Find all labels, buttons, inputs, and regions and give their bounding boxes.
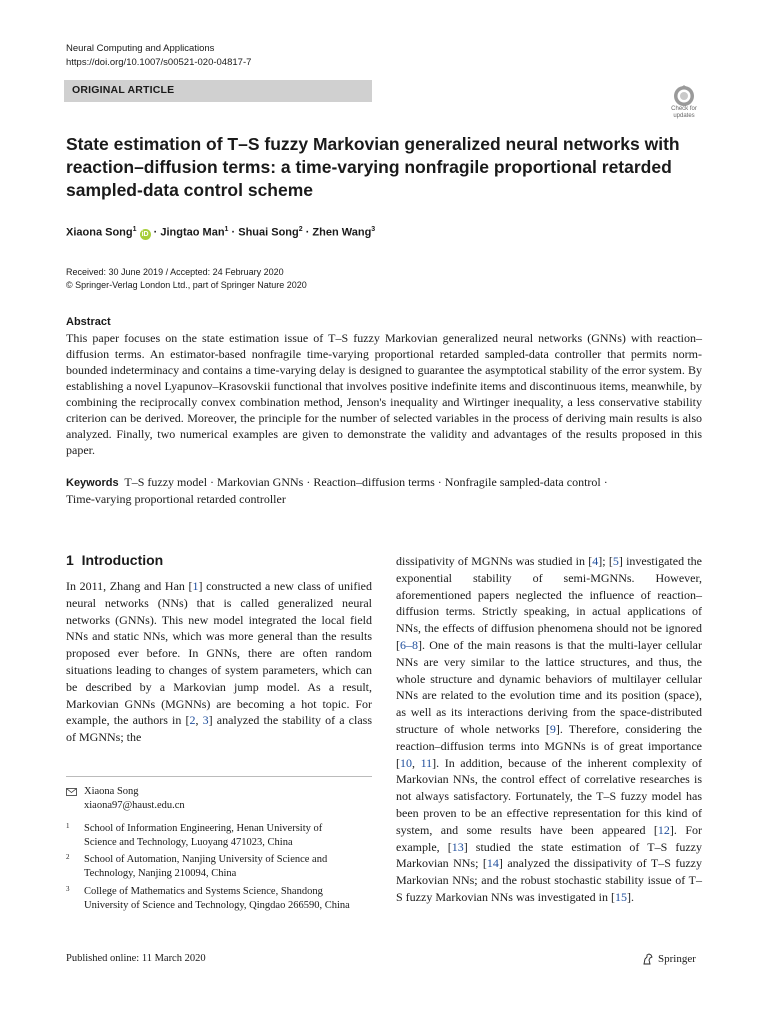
body-text: In 2011, Zhang and Han [ — [66, 579, 193, 593]
article-dates — [66, 266, 307, 292]
citation-link[interactable]: 1 — [192, 579, 199, 593]
keyword: Markovian GNNs — [217, 475, 304, 489]
author-separator: · — [150, 226, 161, 239]
intro-right-column — [396, 553, 702, 906]
section-title: Introduction — [81, 552, 164, 568]
body-text: ]. For example, [ — [396, 822, 702, 854]
author-separator: · — [302, 226, 313, 239]
author-affiliation-mark: 1 — [224, 226, 229, 233]
citation-link[interactable]: 9 — [549, 721, 556, 736]
journal-header — [66, 42, 251, 70]
body-text: dissipativity of MGNNs was studied in [ — [396, 554, 593, 568]
contact-name: Xiaona Song — [84, 786, 139, 797]
citation-link[interactable]: 4 — [592, 554, 599, 568]
body-text: , — [195, 713, 203, 728]
keyword: T–S fuzzy model — [124, 475, 208, 489]
body-text: ] constructed a new class of unified neural networks (NNs) that is called generalized neural networks (GNNs). This new model integrated the local field NNs and static NNs, which was more general than the results proposed ever before. In GNNs, there are often random situations leading to changes of system parameters, which can be described by a Markovian jump model. As a result, Markovian GNNs (MGNNs) are becoming a hot topic. For example, the authors in [ — [66, 579, 372, 728]
publisher-logo-text: Springer — [658, 953, 696, 965]
body-text: ] studied the state estimation of T–S fuzzy Markovian NNs; [ — [396, 839, 702, 871]
citation-link[interactable]: 11 — [420, 755, 433, 770]
keyword: Nonfragile sampled-data control — [444, 475, 601, 489]
body-text: ]; [ — [598, 554, 613, 568]
keywords: Keywords T–S fuzzy model · Markovian GNNs · Reaction–diffusion terms · Nonfragile sampled-data control · Time-varying proportional retarded controller — [66, 475, 608, 506]
envelope-icon — [66, 788, 77, 796]
citation-link[interactable]: 6–8 — [400, 637, 418, 652]
corresponding-author — [84, 785, 185, 813]
affiliation: College of Mathematics and Systems Science, Shandong University of Science and Technology, Qingdao 266590, China — [84, 886, 350, 911]
affiliation: School of Automation, Nanjing University of Science and Technology, Nanjing 210094, China — [84, 854, 328, 879]
keywords-label: Keywords — [66, 477, 119, 489]
article-type: ORIGINAL ARTICLE — [72, 84, 175, 96]
citation-link[interactable]: 2 — [189, 713, 196, 728]
author-affiliation-mark: 1 — [132, 226, 137, 233]
author-name[interactable]: Shuai Song — [238, 226, 299, 239]
keyword: Time-varying proportional retarded controller — [66, 492, 286, 506]
author-affiliation-mark: 3 — [371, 226, 376, 233]
affiliation-number: 3 — [66, 885, 70, 893]
section-heading-introduction — [66, 552, 163, 568]
intro-left-column — [66, 578, 372, 746]
check-for-updates-label[interactable]: Check for updates — [671, 106, 697, 119]
doi-link[interactable]: https://doi.org/10.1007/s00521-020-04817-7 — [66, 57, 252, 68]
abstract-text: This paper focuses on the state estimation issue of T–S fuzzy Markovian generalized neural networks (GNNs) with reaction–diffusion terms. An estimator-based nonfragile time-varying proportional retarded sampled-data controller that permits norm-bounded indeterminacy and contains a time-varying delay is designed to guarantee the asymptotical stability of the error system. By establishing a novel Lyapunov–Krasovskii functional that involves positive indefinite items and discontinuous items, meanwhile, by combining the reciprocally convex combination method, Jenson's inequality and Wirtinger inequality, a less conservative stability criterion can be derived. Moreover, the principle for the number of selected variables in the process of deriving main results is also analyzed. Finally, two numerical examples are given to demonstrate the validity and advantages of the results proposed in this paper. — [66, 331, 702, 457]
body-text: , — [412, 755, 421, 770]
body-text: ] analyzed the stability of a class of MGNNs; the — [66, 713, 373, 745]
author-name[interactable]: Zhen Wang — [312, 226, 372, 239]
author-list — [66, 226, 375, 240]
body-text: ] analyzed the dissipativity of T–S fuzzy Markovian NNs; and the robust stochastic stability issue of T–S fuzzy Markovian NNs was investigated in [ — [396, 856, 702, 904]
citation-link[interactable]: 14 — [486, 856, 499, 871]
author-separator: · — [228, 226, 239, 239]
keyword: Reaction–diffusion terms — [313, 475, 435, 489]
body-text: ]. Therefore, considering the reaction–diffusion terms into MGNNs is of great importance [ — [396, 721, 702, 770]
citation-link[interactable]: 12 — [657, 822, 670, 837]
section-number: 1 — [66, 552, 74, 568]
body-text: ] investigated the exponential stability of semi-MGNNs. However, aforementioned papers neglected the influence of reaction–diffusion terms. Strictly speaking, in actual applications of NNs, the effects of diffusion phenomena should not be ignored [ — [396, 554, 702, 652]
article-type-banner — [64, 80, 372, 102]
published-online: Published online: 11 March 2020 — [66, 953, 206, 964]
footnote-divider — [66, 776, 372, 777]
journal-name: Neural Computing and Applications — [66, 43, 215, 54]
affiliation-number: 2 — [66, 853, 70, 861]
author-affiliation-mark: 2 — [298, 226, 303, 233]
citation-link[interactable]: 3 — [202, 713, 209, 728]
contact-email[interactable]: xiaona97@haust.edu.cn — [84, 800, 185, 811]
author-name[interactable]: Xiaona Song — [66, 226, 133, 239]
body-text: ]. One of the main reasons is that the multi-layer cellular NNs are very similar to the lattice structures, and thus, the whole structure and dynamic behaviors of multilayer cellular NNs are related to the evolution time and its position (space), as well as its interactions deriving from the space-distributed structure of whole networks [ — [396, 637, 702, 736]
affiliation: School of Information Engineering, Henan University of Science and Technology, Luoyang 471023, China — [84, 823, 323, 848]
citation-link[interactable]: 10 — [400, 755, 412, 770]
body-text: ]. In addition, because of the inherent complexity of Markovian NNs, the control effect of correlative researches is not always satisfactory. Fortunately, the T–S fuzzy model has been proven to be an effective representation for this kind of system, and some results have been appeared [ — [396, 755, 702, 837]
abstract-heading: Abstract — [66, 316, 111, 328]
citation-link[interactable]: 13 — [451, 839, 464, 854]
springer-horse-icon — [642, 953, 654, 965]
citation-link[interactable]: 15 — [614, 889, 627, 904]
received-accepted: Received: 30 June 2019 / Accepted: 24 February 2020 — [66, 267, 284, 277]
author-name[interactable]: Jingtao Man — [160, 226, 225, 239]
affiliation-number: 1 — [66, 822, 70, 830]
article-title: State estimation of T–S fuzzy Markovian generalized neural networks with reaction–diffusion terms: a time-varying nonfragile proportional retarded sampled-data control scheme — [66, 134, 680, 200]
citation-link[interactable]: 5 — [612, 554, 619, 568]
orcid-icon[interactable]: iD — [141, 230, 149, 238]
body-text: ]. — [626, 889, 634, 904]
copyright: © Springer-Verlag London Ltd., part of Springer Nature 2020 — [66, 280, 307, 290]
